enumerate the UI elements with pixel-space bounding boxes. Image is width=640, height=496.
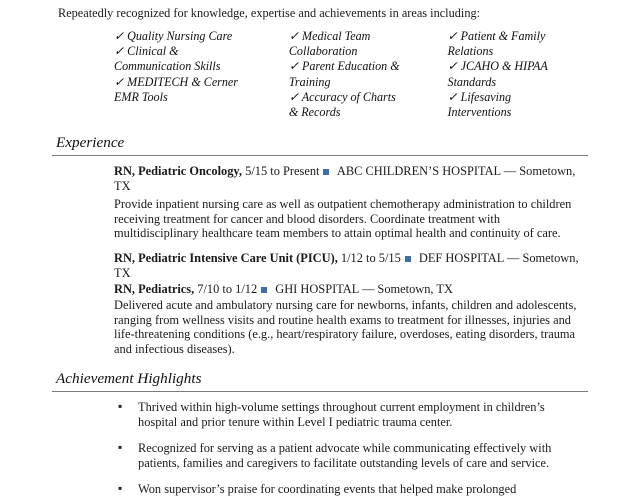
job-employer: DEF HOSPITAL — Sometown, TX xyxy=(114,251,579,280)
skill-line: Training xyxy=(288,74,331,89)
job-dates: 1/12 to 5/15 xyxy=(337,251,401,265)
skill-line: Collaboration xyxy=(288,44,358,59)
achievement-list xyxy=(52,400,588,496)
job-title: RN, Pediatrics, xyxy=(114,282,195,296)
job-title: RN, Pediatric Oncology, xyxy=(114,164,243,179)
skills-column-2 xyxy=(283,29,444,120)
skill-line: ✓ JCAHO & HIPAA xyxy=(447,59,548,74)
skill-line: ✓ Clinical & xyxy=(114,44,179,59)
bullet-square-icon xyxy=(405,256,411,262)
skills-columns xyxy=(58,29,588,120)
job-headline xyxy=(114,282,588,297)
skill-line: ✓ Patient & Family xyxy=(447,29,546,43)
skills-column-1 xyxy=(58,29,283,120)
list-item: ▪ Thrived within high-volume settings throughout current employment in children’s hospital and prior tenure within Level I pediatric trauma center. xyxy=(114,400,588,430)
bullet-square-icon xyxy=(261,287,267,293)
section-divider xyxy=(52,391,588,392)
section-divider xyxy=(52,155,588,156)
skills-column-3 xyxy=(444,29,588,120)
job-dates: 7/10 to 1/12 xyxy=(194,282,258,296)
skill-line: EMR Tools xyxy=(114,89,168,104)
skill-line: ✓ Accuracy of Charts xyxy=(288,89,396,104)
job-dates: 5/15 to Present xyxy=(242,164,320,179)
job-description: Provide inpatient nursing care as well as outpatient chemotherapy administration to children receiving treatment for cancer and blood disorders. Coordinate treatment with multidisciplinary healthcare team members to attain optimal health and continuity of care. xyxy=(114,197,572,241)
skill-line: ✓ Medical Team xyxy=(288,29,371,43)
job-title: RN, Pediatric Intensive Care Unit (PICU), xyxy=(114,251,338,265)
skill-line: Standards xyxy=(447,74,497,89)
job-headline xyxy=(114,164,588,194)
skill-line: & Records xyxy=(288,105,341,120)
job-employer: ABC CHILDREN’S HOSPITAL — Sometown, TX xyxy=(114,164,576,194)
list-item: ▪ Recognized for serving as a patient advocate while communicating effectively with patients, families and caregivers to facilitate outstanding levels of care and service. xyxy=(114,441,588,471)
skill-line: Communication Skills xyxy=(114,59,221,74)
job-employer: GHI HOSPITAL — Sometown, TX xyxy=(272,282,453,296)
job-entry xyxy=(52,282,588,297)
section-heading-experience: Experience xyxy=(56,134,125,152)
skill-line: Relations xyxy=(447,44,494,59)
list-item: ▪ Won supervisor’s praise for coordinating events that helped make prolonged xyxy=(114,482,588,496)
section-heading-achievements: Achievement Highlights xyxy=(56,370,202,388)
job-headline xyxy=(114,251,588,281)
skill-line: ✓ MEDITECH & Cerner xyxy=(114,74,239,89)
skill-line: ✓ Quality Nursing Care xyxy=(114,29,233,43)
intro-paragraph: Repeatedly recognized for knowledge, expertise and achievements in areas including: xyxy=(58,6,481,20)
resume-page xyxy=(0,6,640,496)
job-entry xyxy=(52,251,588,281)
job-entry xyxy=(52,164,588,194)
skill-line: ✓ Parent Education & xyxy=(288,59,400,74)
skill-line: ✓ Lifesaving xyxy=(447,89,512,104)
bullet-square-icon xyxy=(323,169,329,175)
skill-line: Interventions xyxy=(447,105,512,120)
job-description: Delivered acute and ambulatory nursing care for newborns, infants, children and adolescents, ranging from wellness visits and routine health exams to treatment for illnesses, injuries and life-threatening conditions (e.g., heart/respiratory failure, overdoses, eating disorders, trauma and infectious diseases). xyxy=(114,298,577,356)
